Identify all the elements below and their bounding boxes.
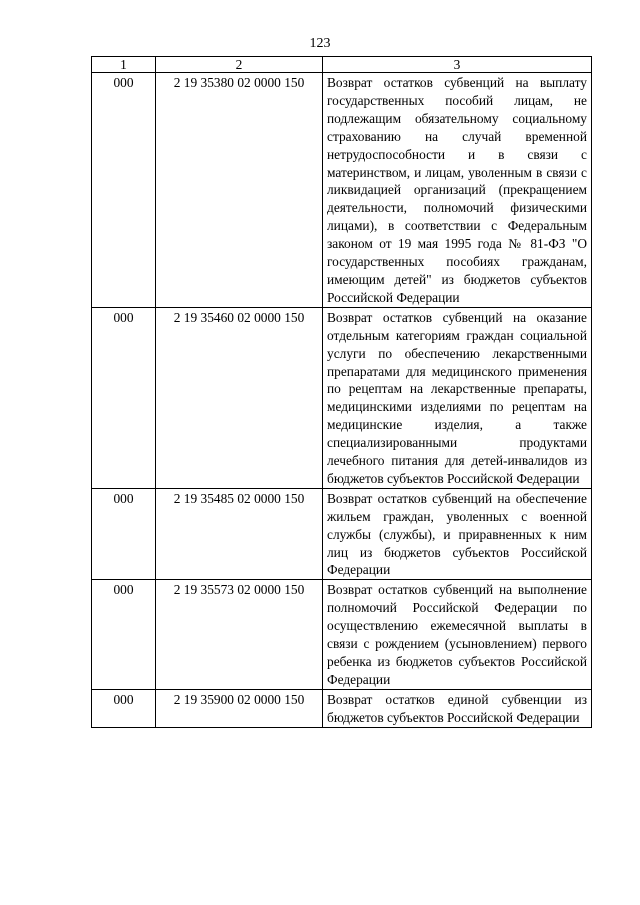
description-cell: Возврат остатков субвенций на обеспечение жильем граждан, уволенных с военной службы (службы), и приравненных к ним лиц из бюджетов субъектов Российской Федерации (323, 488, 592, 580)
column-number-2: 2 (156, 57, 323, 73)
page-number: 123 (309, 36, 331, 51)
table-row (92, 689, 592, 727)
description-cell: Возврат остатков единой субвенции из бюджетов субъектов Российской Федерации (323, 689, 592, 727)
description-cell: Возврат остатков субвенций на выполнение полномочий Российской Федерации по осуществлению ежемесячной выплаты в связи с рождением (усыновлением) первого ребенка из бюджетов субъектов Российской Федерации (323, 580, 592, 689)
table-row (92, 307, 592, 488)
admin-code-cell: 000 (92, 73, 156, 308)
budget-classification-table (91, 56, 592, 728)
table-row (92, 488, 592, 580)
description-cell: Возврат остатков субвенций на оказание отдельным категориям граждан социальной услуги по обеспечению лекарственными препаратами для медицинского применения по рецептам на лекарственные препараты, медицинскими изделиями по рецептам на медицинские изделия, а также специализированными продуктами лечебного питания для детей-инвалидов из бюджетов субъектов Российской Федерации (323, 307, 592, 488)
kbk-code-cell: 2 19 35573 02 0000 150 (156, 580, 323, 689)
table-row (92, 73, 592, 308)
description-cell: Возврат остатков субвенций на выплату государственных пособий лицам, не подлежащим обязательному социальному страхованию на случай временной нетрудоспособности и в связи с материнством, и лицам, уволенным в связи с ликвидацией организаций (прекращением деятельности, полномочий физическими лицами), в соответствии с Федеральным законом от 19 мая 1995 года № 81-ФЗ "О государственных пособиях гражданам, имеющим детей" из бюджетов субъектов Российской Федерации (323, 73, 592, 308)
admin-code-cell: 000 (92, 307, 156, 488)
column-number-1: 1 (92, 57, 156, 73)
kbk-code-cell: 2 19 35900 02 0000 150 (156, 689, 323, 727)
kbk-code-cell: 2 19 35460 02 0000 150 (156, 307, 323, 488)
column-number-3: 3 (323, 57, 592, 73)
admin-code-cell: 000 (92, 580, 156, 689)
table-row (92, 580, 592, 689)
kbk-code-cell: 2 19 35380 02 0000 150 (156, 73, 323, 308)
table-header-row (92, 57, 592, 73)
admin-code-cell: 000 (92, 488, 156, 580)
admin-code-cell: 000 (92, 689, 156, 727)
kbk-code-cell: 2 19 35485 02 0000 150 (156, 488, 323, 580)
